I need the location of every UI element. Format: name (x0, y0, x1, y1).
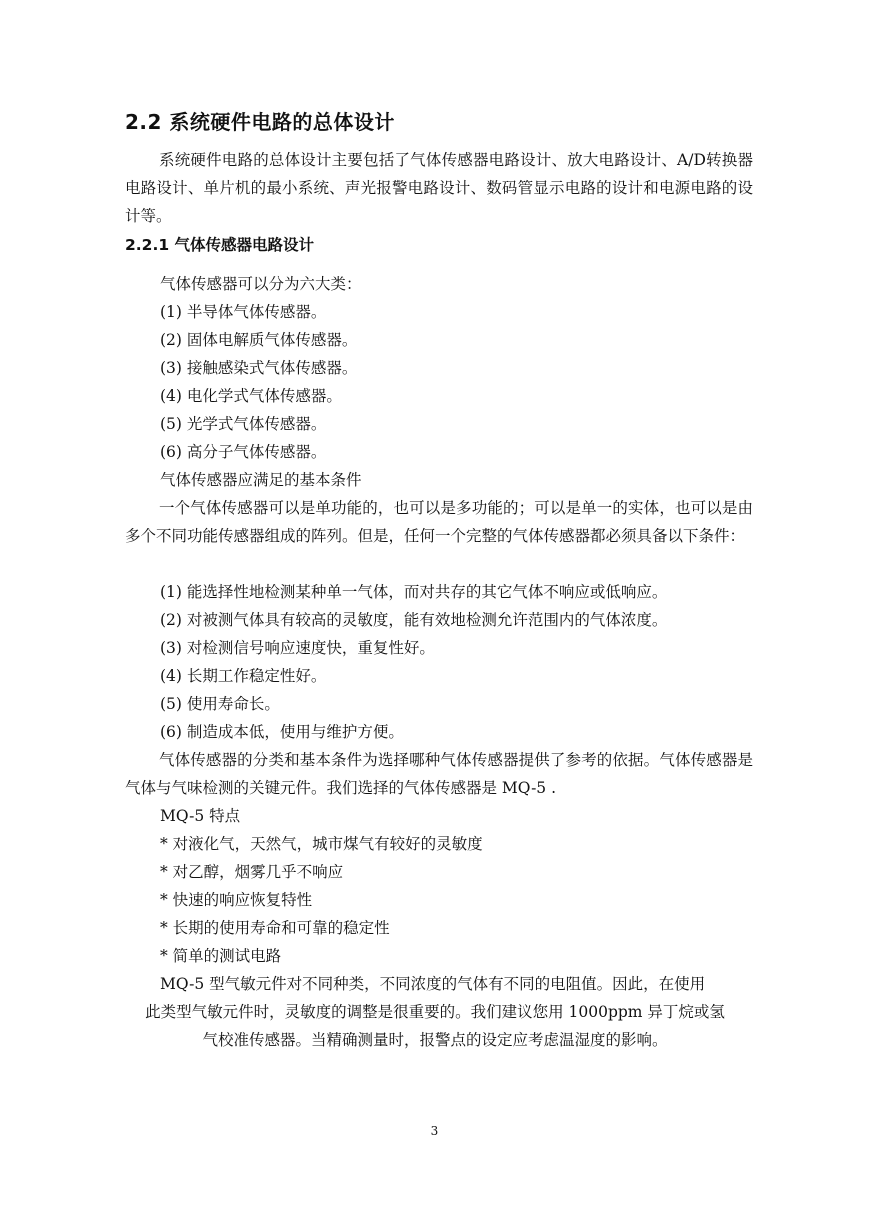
category-item: (3) 接触感染式气体传感器。 (160, 359, 358, 377)
condition-item: (6) 制造成本低，使用与维护方便。 (160, 723, 404, 741)
categories-intro: 气体传感器可以分为六大类： (160, 275, 362, 293)
condition-item: (4) 长期工作稳定性好。 (160, 667, 327, 685)
conditions-title: 气体传感器应满足的基本条件 (160, 471, 362, 489)
category-item: (6) 高分子气体传感器。 (160, 443, 327, 461)
section-heading: 2.2 系统硬件电路的总体设计 (125, 110, 395, 134)
subsection-heading: 2.2.1 气体传感器电路设计 (125, 236, 315, 254)
closing-line-3: 气校准传感器。当精确测量时，报警点的设定应考虑温湿度的影响。 (202, 1031, 668, 1049)
features-title: MQ-5 特点 (160, 807, 241, 825)
feature-item: * 对乙醇，烟雾几乎不响应 (160, 863, 344, 881)
section-intro-paragraph: 系统硬件电路的总体设计主要包括了气体传感器电路设计、放大电路设计、A/D转换器电路设计、单片机的最小系统、声光报警电路设计、数码管显示电路的设计和电源电路的设计等。 (125, 151, 753, 225)
condition-item: (2) 对被测气体具有较高的灵敏度，能有效地检测允许范围内的气体浓度。 (160, 611, 668, 629)
category-item: (4) 电化学式气体传感器。 (160, 387, 342, 405)
feature-item: * 快速的响应恢复特性 (160, 891, 313, 909)
selection-paragraph: 气体传感器的分类和基本条件为选择哪种气体传感器提供了参考的依据。气体传感器是气体与气味检测的关键元件。我们选择的气体传感器是 MQ-5 . (125, 751, 753, 797)
feature-item: * 对液化气，天然气，城市煤气有较好的灵敏度 (160, 835, 483, 853)
page-number: 3 (430, 1124, 439, 1138)
closing-line-1: MQ-5 型气敏元件对不同种类，不同浓度的气体有不同的电阻值。因此，在使用 (160, 975, 706, 993)
category-item: (1) 半导体气体传感器。 (160, 303, 327, 321)
condition-item: (5) 使用寿命长。 (160, 695, 280, 713)
closing-line-2: 此类型气敏元件时，灵敏度的调整是很重要的。我们建议您用 1000ppm 异丁烷或氢 (145, 1003, 725, 1021)
conditions-paragraph: 一个气体传感器可以是单功能的，也可以是多功能的；可以是单一的实体，也可以是由多个不同功能传感器组成的阵列。但是，任何一个完整的气体传感器都必须具备以下条件： (125, 499, 753, 545)
feature-item: * 长期的使用寿命和可靠的稳定性 (160, 919, 390, 937)
condition-item: (1) 能选择性地检测某种单一气体，而对共存的其它气体不响应或低响应。 (160, 583, 668, 601)
category-item: (5) 光学式气体传感器。 (160, 415, 327, 433)
condition-item: (3) 对检测信号响应速度快，重复性好。 (160, 639, 435, 657)
feature-item: * 简单的测试电路 (160, 947, 282, 965)
category-item: (2) 固体电解质气体传感器。 (160, 331, 358, 349)
